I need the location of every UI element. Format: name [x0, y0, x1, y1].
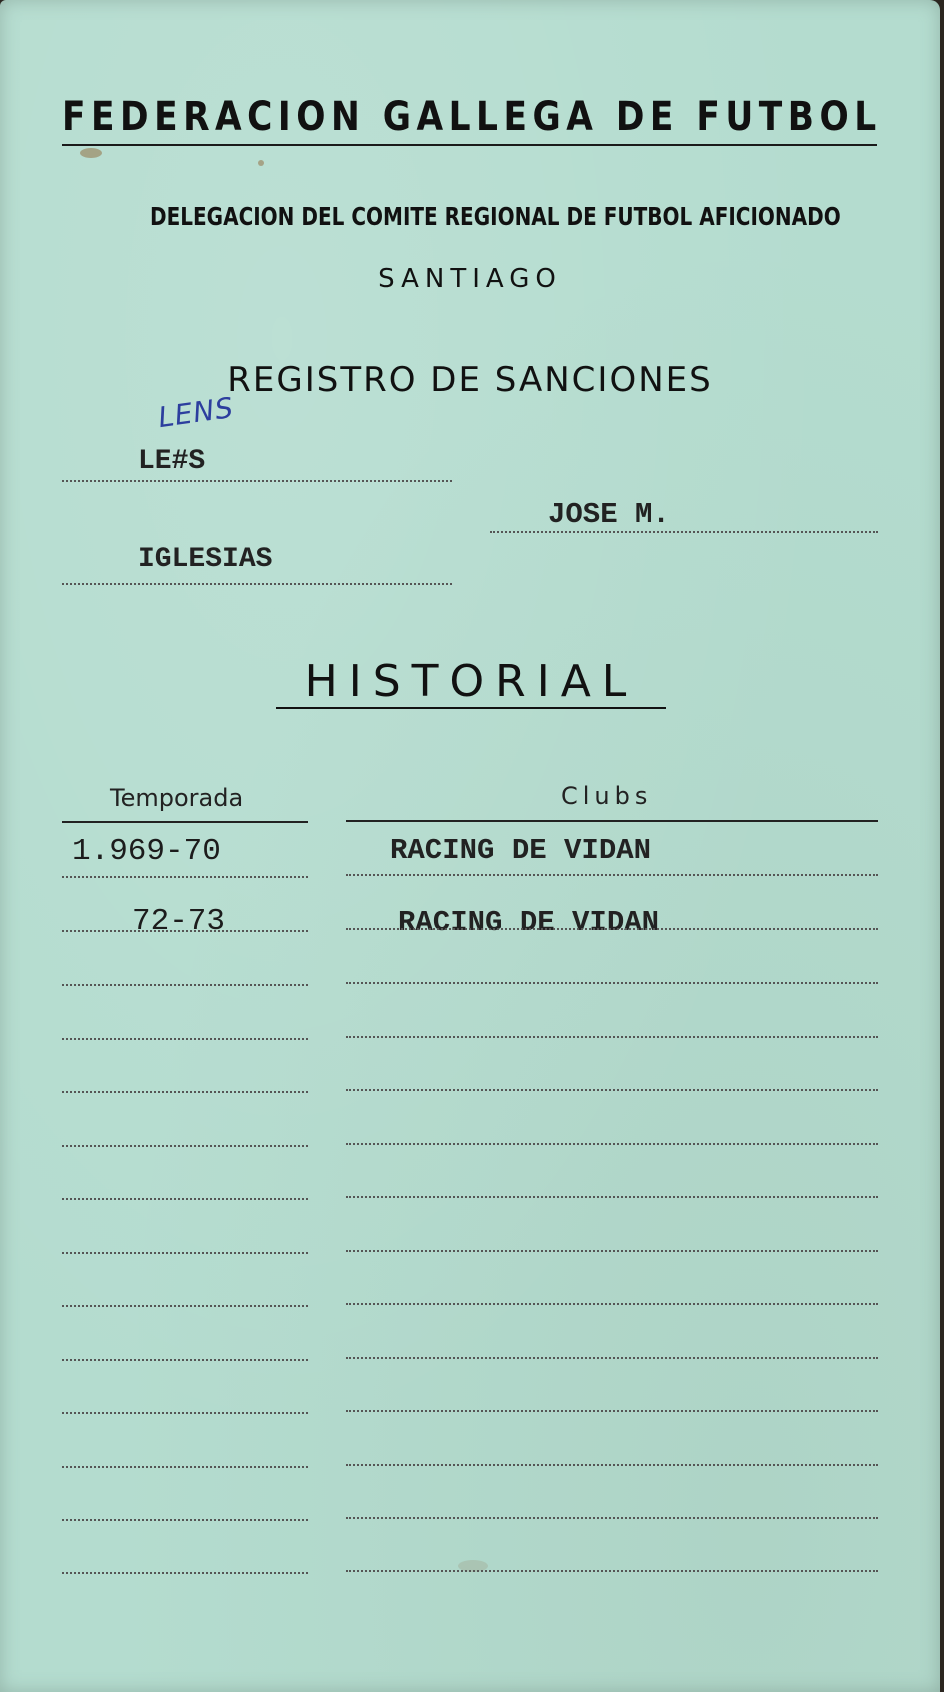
- given-name-value: JOSE M.: [548, 498, 670, 531]
- clubs-row-line: [346, 874, 878, 876]
- season-column-header: Temporada: [110, 784, 244, 812]
- season-row-line: [62, 1091, 308, 1093]
- season-row-line: [62, 1198, 308, 1200]
- season-row-line: [62, 1145, 308, 1147]
- surname-2-value: IGLESIAS: [138, 544, 273, 575]
- season-row-line: [62, 930, 308, 932]
- city-line: SANTIAGO: [378, 264, 562, 294]
- season-row-line: [62, 1252, 308, 1254]
- clubs-row-line: [346, 1143, 878, 1145]
- clubs-row-line: [346, 1570, 878, 1572]
- handwritten-surname: LENS: [156, 390, 236, 435]
- season-row-line: [62, 1466, 308, 1468]
- surname-1-value: LE#S: [138, 446, 206, 477]
- clubs-row-line: [346, 1464, 878, 1466]
- season-row-line: [62, 1519, 308, 1521]
- season-row-line: [62, 1359, 308, 1361]
- club-cell: RACING DE VIDAN: [390, 834, 652, 867]
- season-cell: 72-73: [132, 904, 226, 939]
- season-row-line: [62, 876, 308, 878]
- season-cell: 1.969-70: [72, 834, 221, 869]
- surname-1-line: [62, 480, 452, 482]
- clubs-header-rule: [346, 820, 878, 822]
- clubs-row-line: [346, 1410, 878, 1412]
- clubs-row-line: [346, 1357, 878, 1359]
- clubs-row-line: [346, 982, 878, 984]
- club-cell: RACING DE VIDAN: [398, 906, 660, 939]
- given-name-line: [490, 531, 878, 533]
- clubs-row-line: [346, 1517, 878, 1519]
- delegation-line: DELEGACION DEL COMITE REGIONAL DE FUTBOL AFICIONADO: [150, 202, 841, 231]
- registry-title: REGISTRO DE SANCIONES: [227, 360, 713, 400]
- title-underline: [62, 144, 877, 146]
- clubs-row-line: [346, 1196, 878, 1198]
- clubs-row-line: [346, 1250, 878, 1252]
- season-row-line: [62, 1572, 308, 1574]
- season-row-line: [62, 1412, 308, 1414]
- historial-underline: [276, 707, 666, 709]
- clubs-row-line: [346, 1036, 878, 1038]
- surname-2-line: [62, 583, 452, 585]
- clubs-column-header: Clubs: [561, 782, 653, 810]
- season-row-line: [62, 1305, 308, 1307]
- clubs-row-line: [346, 1089, 878, 1091]
- clubs-row-line: [346, 1303, 878, 1305]
- season-row-line: [62, 984, 308, 986]
- federation-title: FEDERACION GALLEGA DE FUTBOL: [62, 94, 882, 140]
- historial-title: HISTORIAL: [304, 656, 638, 707]
- stain-mark: [80, 148, 102, 158]
- stain-mark: [258, 160, 264, 166]
- season-row-line: [62, 1038, 308, 1040]
- season-header-rule: [62, 821, 308, 823]
- clubs-row-line: [346, 928, 878, 930]
